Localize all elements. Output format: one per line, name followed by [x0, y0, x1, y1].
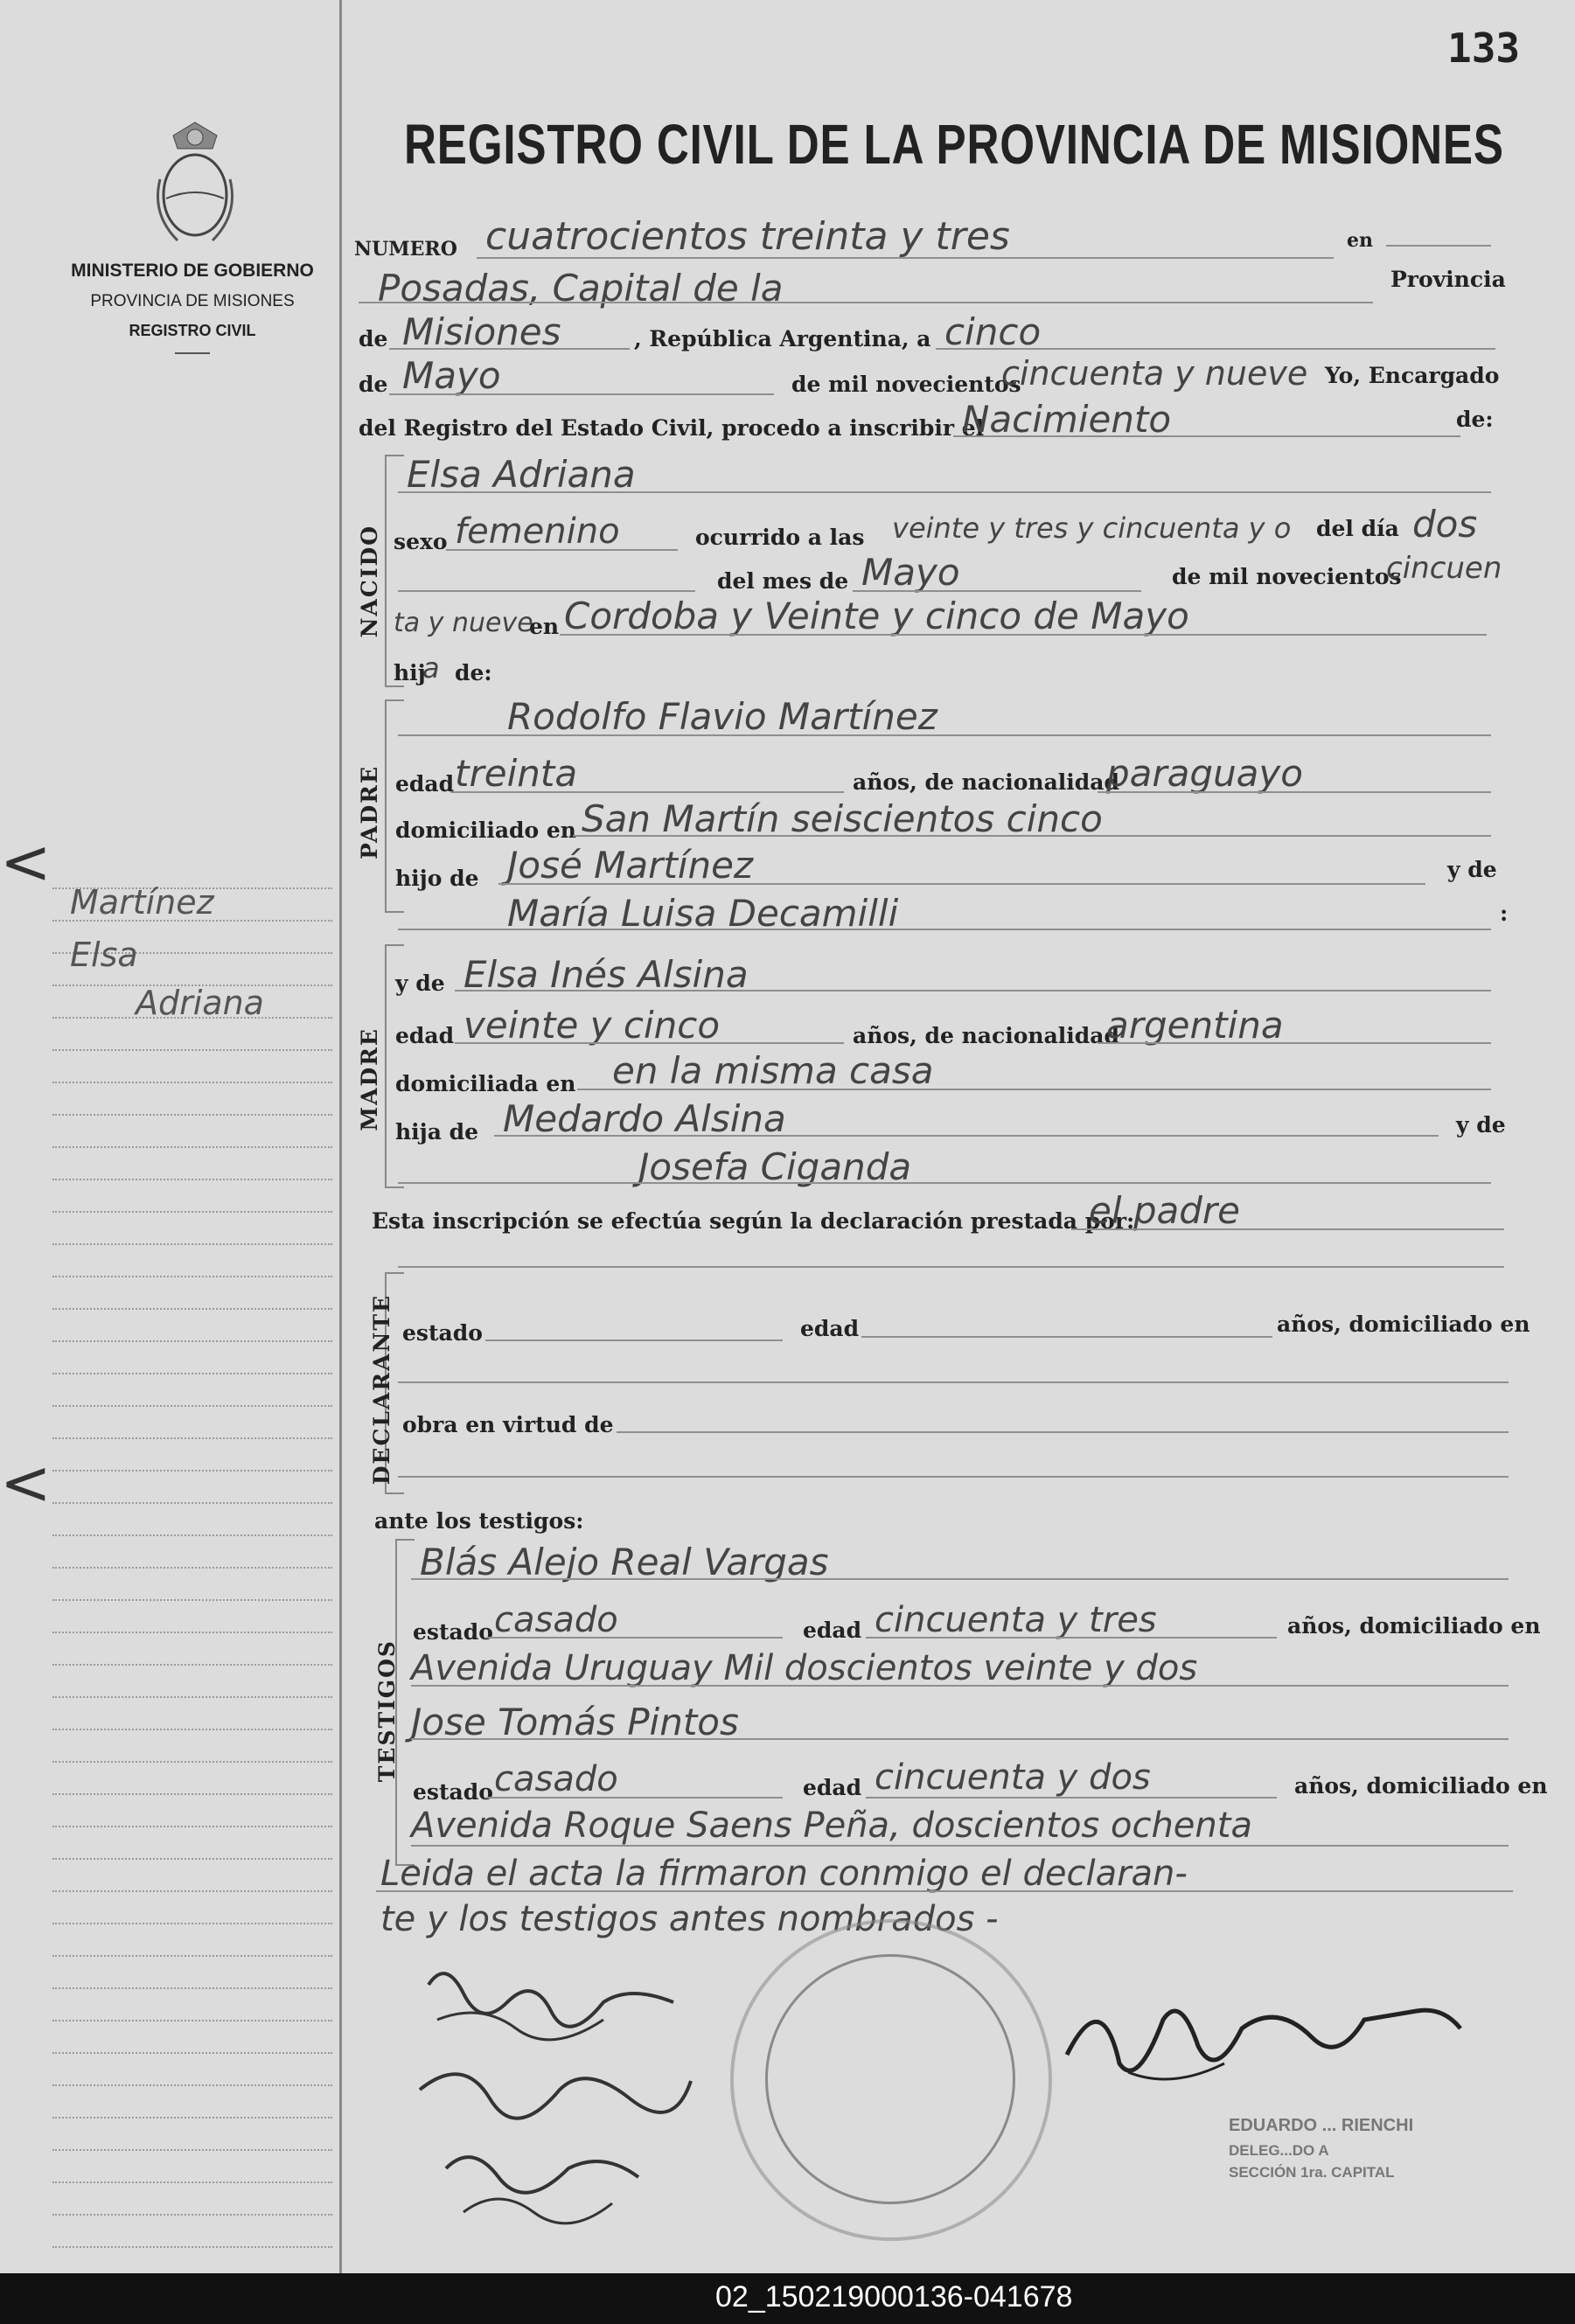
fill-line [398, 1266, 1504, 1268]
hw-testigo1: Blás Alejo Real Vargas [420, 1541, 829, 1583]
document-title: REGISTRO CIVIL DE LA PROVINCIA DE MISIONES [404, 113, 1504, 176]
label-de: de [359, 326, 388, 351]
label-sexo: sexo [394, 529, 448, 554]
fill-line [398, 929, 1491, 930]
fill-line [450, 791, 844, 793]
fill-line [1071, 1228, 1504, 1230]
fill-line [398, 1182, 1491, 1184]
label-del-mes: del mes de [717, 568, 849, 594]
label-de-mil-nac: de mil novecientos [1172, 564, 1402, 589]
hw-padre-hijo-de: José Martínez [507, 844, 754, 887]
hw-madre-nac: argentina [1106, 1004, 1284, 1047]
margin-ruled-line [52, 1373, 332, 1374]
margin-ruled-line [52, 1276, 332, 1277]
section-declarante: DECLARANTE [369, 1294, 394, 1486]
hw-acto: Nacimiento [962, 398, 1172, 441]
fill-line [861, 1336, 1272, 1338]
label-republica: , República Argentina, a [634, 326, 931, 351]
label-en: en [1347, 229, 1373, 252]
hw-t1-edad: cincuenta y tres [875, 1600, 1157, 1640]
fill-line [494, 1135, 1439, 1137]
fill-line [1098, 791, 1491, 793]
margin-ruled-line [52, 1211, 332, 1213]
fill-line [485, 1797, 783, 1799]
stamp-line-3: SECCIÓN 1ra. CAPITAL [1229, 2164, 1395, 2181]
hw-lugar: Posadas, Capital de la [378, 267, 784, 310]
margin-ruled-line [52, 1049, 332, 1051]
hw-mes-nac: Mayo [861, 551, 960, 594]
office-name: REGISTRO CIVIL [129, 322, 256, 339]
label-colon: : [1500, 901, 1509, 926]
label-de: de [359, 372, 388, 397]
margin-check-mark: < [0, 826, 52, 898]
fill-line [455, 1042, 844, 1044]
section-testigos: TESTIGOS [374, 1639, 400, 1783]
official-seal-inner [765, 1954, 1015, 2204]
stamp-line-2: DELEG...DO A [1229, 2142, 1329, 2159]
label-estado: estado [413, 1619, 493, 1645]
hw-anio: cincuenta y nueve [1001, 354, 1308, 393]
margin-ruled-line [52, 1858, 332, 1860]
margin-ruled-line [52, 1632, 332, 1633]
label-y-de: y de [1456, 1112, 1506, 1138]
margin-ruled-line [52, 1729, 332, 1730]
witness-signatures-icon [411, 1950, 717, 2230]
label-edad: edad [800, 1316, 860, 1341]
margin-ruled-line [52, 2246, 332, 2248]
margin-ruled-line [52, 1437, 332, 1439]
margin-ruled-line [52, 1793, 332, 1795]
section-padre: PADRE [357, 765, 382, 859]
margin-ruled-line [52, 2052, 332, 2054]
divider [175, 352, 210, 354]
margin-ruled-line [52, 1243, 332, 1245]
label-domiciliado: domiciliado en [395, 818, 576, 843]
hw-mes: Mayo [402, 354, 501, 397]
fill-line [398, 1381, 1509, 1383]
label-en: en [529, 614, 560, 639]
label-edad: edad [803, 1618, 862, 1643]
ministry-name: MINISTERIO DE GOBIERNO [71, 261, 314, 281]
fill-line [953, 435, 1460, 437]
officer-signature-icon [1049, 1967, 1487, 2107]
hw-madre-madre: Josefa Ciganda [638, 1145, 912, 1188]
hw-cierre-2: te y los testigos antes nombrados - [380, 1899, 999, 1939]
hw-padre-nombre: Rodolfo Flavio Martínez [507, 695, 937, 738]
margin-ruled-line [52, 1082, 332, 1083]
margin-ruled-line [52, 2084, 332, 2086]
margin-note-surname: Martínez [70, 883, 214, 922]
fill-line [411, 1578, 1509, 1580]
margin-ruled-line [52, 1923, 332, 1924]
fill-line [1386, 245, 1491, 247]
label-anos-dom: años, domiciliado en [1287, 1613, 1541, 1639]
hw-hora: veinte y tres y cincuenta y o [892, 511, 1292, 545]
margin-ruled-line [52, 1405, 332, 1407]
margin-note-middle: Adriana [136, 984, 264, 1022]
hw-t1-estado: casado [494, 1600, 618, 1640]
fill-line [359, 302, 1373, 303]
hw-sexo: femenino [455, 511, 620, 552]
fill-line [376, 1890, 1513, 1892]
hw-lugar-nac: Cordoba y Veinte y cinco de Mayo [564, 595, 1189, 637]
hw-t2-edad: cincuenta y dos [875, 1757, 1151, 1798]
coat-of-arms-icon [147, 118, 243, 249]
label-ocurrido: ocurrido a las [695, 525, 865, 550]
margin-ruled-line [52, 1146, 332, 1148]
margin-ruled-line [52, 1761, 332, 1763]
hw-cierre-1: Leida el acta la firmaron conmigo el declaran- [380, 1854, 1188, 1894]
margin-ruled-line [52, 1502, 332, 1504]
label-yo-encargado: Yo, Encargado [1325, 363, 1500, 388]
hw-madre-hija-de: Medardo Alsina [503, 1097, 786, 1140]
hw-madre-dom: en la misma casa [612, 1049, 934, 1092]
margin-ruled-line [52, 1696, 332, 1698]
fill-line [866, 1797, 1277, 1799]
fill-line [617, 1431, 1509, 1433]
fill-line [398, 734, 1491, 736]
margin-ruled-line [52, 1534, 332, 1536]
label-estado: estado [413, 1779, 493, 1805]
margin-ruled-line [52, 2181, 332, 2183]
fill-line [411, 1738, 1509, 1740]
fill-line [577, 1089, 1491, 1090]
fill-line [866, 1637, 1277, 1639]
fill-line [446, 549, 678, 551]
margin-ruled-line [52, 1340, 332, 1342]
stamp-line-1: EDUARDO ... RIENCHI [1229, 2116, 1414, 2135]
hw-nombre: Elsa Adriana [407, 453, 636, 496]
label-anos-nac: años, de nacionalidad [853, 769, 1119, 795]
fill-line [389, 348, 630, 350]
hw-numero: cuatrocientos treinta y tres [485, 214, 1010, 259]
label-provincia: Provincia [1390, 267, 1506, 292]
label-anos-dom: años, domiciliado en [1294, 1773, 1548, 1799]
margin-ruled-line [52, 1470, 332, 1472]
margin-ruled-line [52, 1890, 332, 1892]
ministry-header [44, 261, 341, 354]
fill-line [560, 634, 1487, 636]
hw-dia-nac: dos [1412, 503, 1478, 546]
hw-madre-nombre: Elsa Inés Alsina [463, 953, 749, 996]
hw-anio-nac-a: cincuen [1386, 551, 1502, 586]
label-de: de: [455, 660, 492, 685]
province-name: PROVINCIA DE MISIONES [90, 292, 295, 310]
label-de-colon: de: [1456, 407, 1494, 432]
fill-line [477, 257, 1334, 259]
label-edad: edad [395, 771, 455, 797]
label-y-de: y de [1447, 857, 1497, 882]
fill-line [485, 1339, 783, 1341]
hw-padre-edad: treinta [455, 752, 578, 795]
hw-t2-estado: casado [494, 1759, 618, 1799]
margin-ruled-line [52, 1955, 332, 1957]
label-estado: estado [402, 1320, 483, 1346]
margin-ruled-line [52, 1114, 332, 1116]
fill-line [498, 883, 1425, 885]
fill-line [398, 590, 695, 592]
hw-t1-dom: Avenida Uruguay Mil doscientos veinte y dos [411, 1648, 1198, 1688]
fill-line [398, 491, 1491, 493]
section-madre: MADRE [357, 1027, 382, 1131]
label-del-dia: del día [1316, 516, 1399, 541]
label-hija-de: hija de [395, 1119, 479, 1145]
fill-line [389, 393, 774, 395]
fill-line [411, 1845, 1509, 1847]
label-domiciliada: domiciliada en [395, 1071, 576, 1096]
label-edad: edad [803, 1775, 862, 1800]
fill-line [573, 835, 1491, 837]
footer-bar [0, 2273, 1575, 2324]
fill-line [485, 1637, 783, 1639]
section-nacido: NACIDO [357, 525, 382, 638]
page-number: 133 [1447, 24, 1521, 72]
margin-ruled-line [52, 2214, 332, 2216]
margin-ruled-line [52, 1664, 332, 1666]
fill-line [936, 348, 1495, 350]
fill-line [411, 1685, 1509, 1687]
label-anos-dom: años, domiciliado en [1277, 1312, 1530, 1337]
hw-declarante: el padre [1089, 1189, 1241, 1232]
margin-ruled-line [52, 2117, 332, 2119]
margin-ruled-line [52, 1826, 332, 1827]
hw-padre-madre: María Luisa Decamilli [507, 892, 899, 935]
margin-ruled-line [52, 1567, 332, 1569]
hw-t2-dom: Avenida Roque Saens Peña, doscientos ochenta [411, 1806, 1252, 1846]
hw-dia: cinco [944, 310, 1042, 353]
margin-ruled-line [52, 1987, 332, 1989]
fill-line [398, 1476, 1509, 1478]
label-hijo-de: hijo de [395, 866, 479, 891]
label-esta-inscripcion: Esta inscripción se efectúa según la declaración prestada por: [372, 1208, 1135, 1234]
margin-ruled-line [52, 1179, 332, 1180]
image-id: 02_150219000136-041678 [715, 2280, 1073, 2314]
margin-check-mark: < [0, 1447, 52, 1519]
hw-testigo2: Jose Tomás Pintos [411, 1701, 739, 1743]
margin-ruled-line [52, 1599, 332, 1601]
hw-hij-suffix: a [422, 651, 440, 685]
fill-line [1098, 1042, 1491, 1044]
section-bracket [385, 455, 404, 687]
label-y-de: y de [395, 971, 445, 996]
label-hij: hij [394, 660, 426, 685]
label-anos-nac: años, de nacionalidad [853, 1023, 1119, 1048]
hw-anio-nac-b: ta y nueve [394, 608, 533, 638]
label-ante-testigos: ante los testigos: [374, 1508, 584, 1534]
margin-ruled-line [52, 2149, 332, 2151]
margin-note-name: Elsa [70, 936, 138, 974]
hw-provincia: Misiones [402, 310, 561, 353]
fill-line [455, 990, 1491, 992]
fill-line [853, 590, 1141, 592]
hw-madre-edad: veinte y cinco [463, 1004, 721, 1047]
label-numero: NUMERO [354, 238, 457, 261]
label-de-mil: de mil novecientos [791, 372, 1021, 397]
margin-ruled-line [52, 2020, 332, 2021]
label-del-registro: del Registro del Estado Civil, procedo a inscribir el [359, 415, 985, 441]
hw-padre-dom: San Martín seiscientos cinco [582, 797, 1103, 840]
margin-ruled-line [52, 1308, 332, 1310]
hw-padre-nac: paraguayo [1106, 752, 1303, 795]
label-obra-virtud: obra en virtud de [402, 1412, 614, 1437]
label-edad: edad [395, 1023, 455, 1048]
